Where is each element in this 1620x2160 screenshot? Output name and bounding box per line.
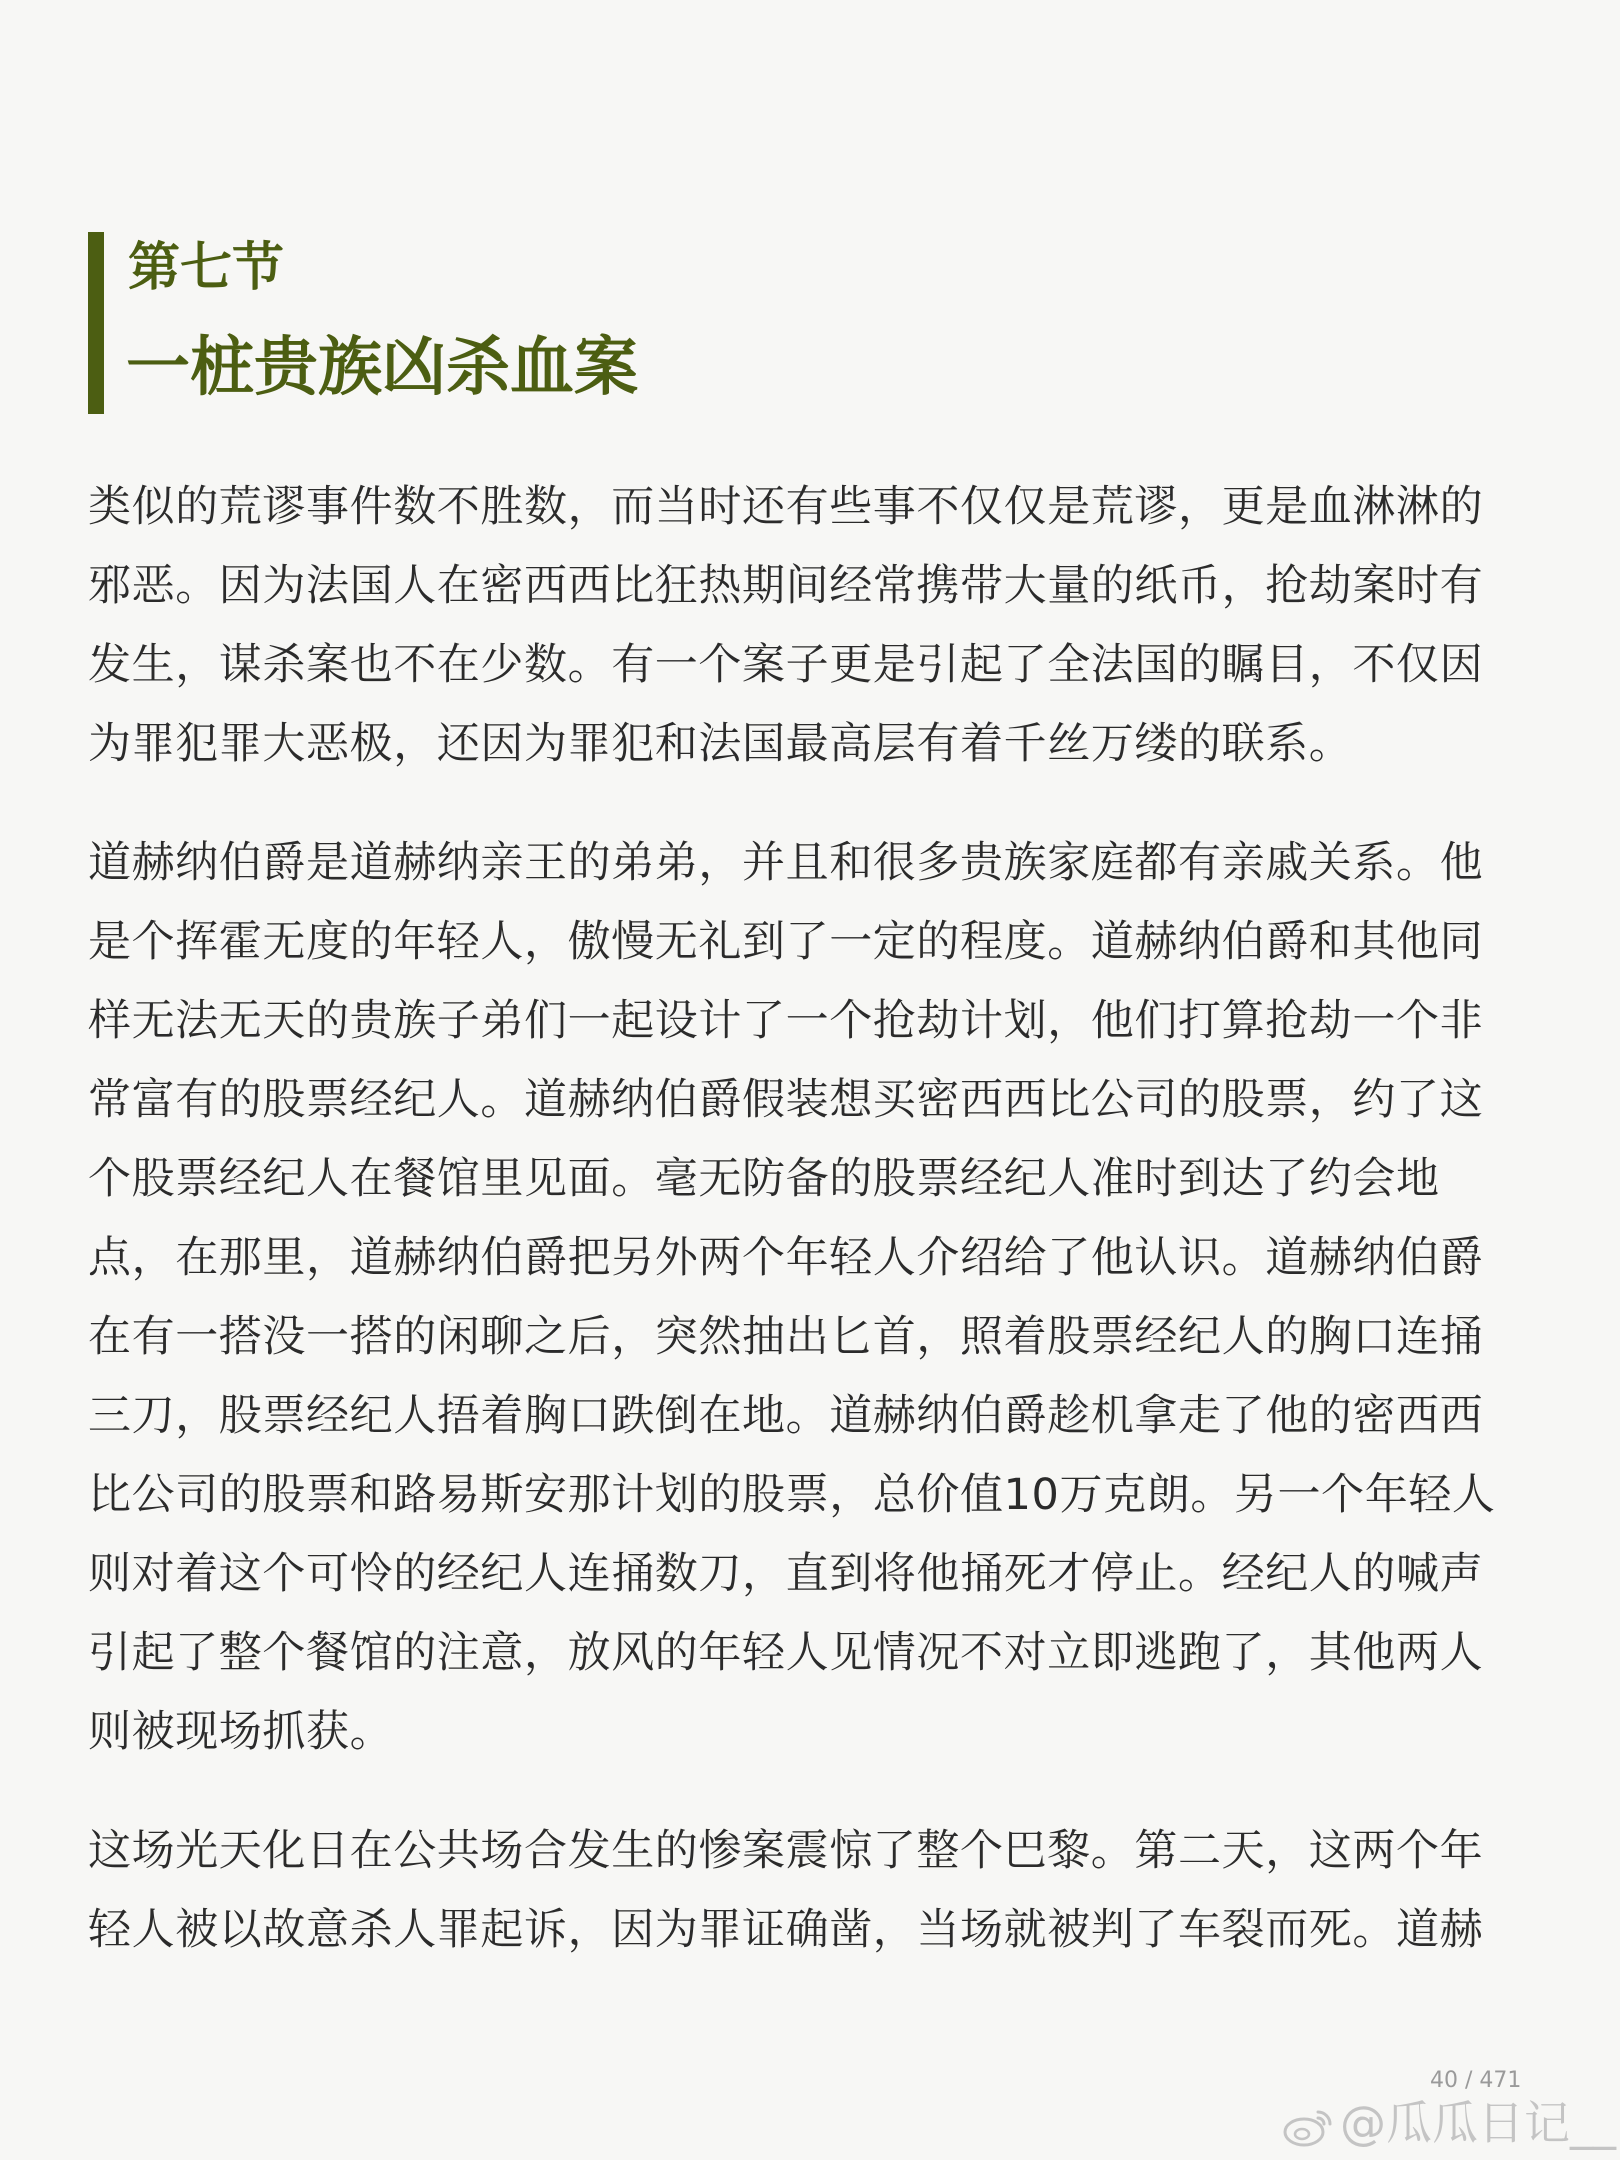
- text-line: 则对着这个可怜的经纪人连捅数刀，直到将他捅死才停止。经纪人的喊声: [88, 1549, 1484, 1599]
- body-text: [88, 468, 1528, 2010]
- text-line: 引起了整个餐馆的注意，放风的年轻人见情况不对立即逃跑了，其他两人: [88, 1628, 1484, 1678]
- paragraph: [88, 1812, 1528, 1970]
- chapter-header: [88, 232, 988, 414]
- text-line: 类似的荒谬事件数不胜数，而当时还有些事不仅仅是荒谬，更是血淋淋的: [88, 482, 1484, 532]
- text-line: 则被现场抓获。: [88, 1707, 394, 1757]
- weibo-icon: [1282, 2106, 1334, 2148]
- section-label: 第七节: [128, 237, 285, 298]
- text-line: 样无法无天的贵族子弟们一起设计了一个抢劫计划，他们打算抢劫一个非: [88, 996, 1484, 1046]
- text-line: 点，在那里，道赫纳伯爵把另外两个年轻人介绍给了他认识。道赫纳伯爵: [88, 1233, 1484, 1283]
- text-line: 邪恶。因为法国人在密西西比狂热期间经常携带大量的纸币，抢劫案时有: [88, 561, 1484, 611]
- watermark-text: @瓜瓜日记__: [1340, 2096, 1616, 2150]
- text-line: 个股票经纪人在餐馆里见面。毫无防备的股票经纪人准时到达了约会地: [88, 1154, 1440, 1204]
- paragraph: [88, 824, 1528, 1772]
- paragraph: [88, 468, 1528, 784]
- text-line: 是个挥霍无度的年轻人，傲慢无礼到了一定的程度。道赫纳伯爵和其他同: [88, 917, 1484, 967]
- text-line: 发生，谋杀案也不在少数。有一个案子更是引起了全法国的瞩目，不仅因: [88, 640, 1484, 690]
- text-line: 轻人被以故意杀人罪起诉，因为罪证确凿，当场就被判了车裂而死。道赫: [88, 1905, 1484, 1955]
- text-line: 三刀，股票经纪人捂着胸口跌倒在地。道赫纳伯爵趁机拿走了他的密西西: [88, 1391, 1484, 1441]
- text-line: 在有一搭没一搭的闲聊之后，突然抽出匕首，照着股票经纪人的胸口连捅: [88, 1312, 1484, 1362]
- text-line: 为罪犯罪大恶极，还因为罪犯和法国最高层有着千丝万缕的联系。: [88, 719, 1353, 769]
- text-line: 道赫纳伯爵是道赫纳亲王的弟弟，并且和很多贵族家庭都有亲戚关系。他: [88, 838, 1484, 888]
- text-line: 这场光天化日在公共场合发生的惨案震惊了整个巴黎。第二天，这两个年: [88, 1826, 1484, 1876]
- watermark: [1282, 2098, 1616, 2148]
- text-line: 比公司的股票和路易斯安那计划的股票，总价值10万克朗。另一个年轻人: [88, 1470, 1496, 1520]
- chapter-title: 一桩贵族凶杀血案: [126, 330, 638, 405]
- accent-bar: [88, 232, 104, 414]
- page-indicator: 40 / 471: [1430, 2068, 1522, 2093]
- text-line: 常富有的股票经纪人。道赫纳伯爵假装想买密西西比公司的股票，约了这: [88, 1075, 1484, 1125]
